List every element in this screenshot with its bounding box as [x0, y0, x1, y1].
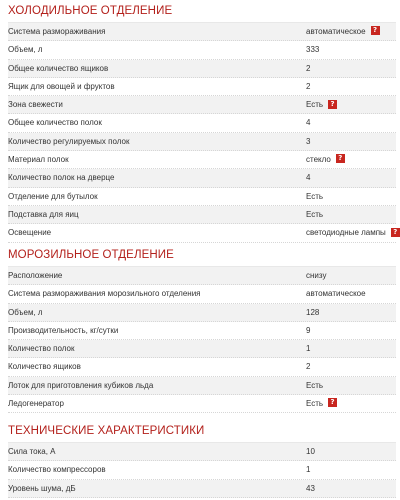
spec-value: 1 — [306, 344, 311, 354]
spec-value: 2 — [306, 81, 311, 91]
spec-value: 2 — [306, 63, 311, 73]
spec-label: Производительность, кг/сутки — [8, 325, 119, 335]
spec-value-text: Есть — [306, 399, 324, 409]
spec-row-freezer-shelves — [8, 340, 396, 358]
spec-value — [306, 151, 345, 168]
spec-value: 3 — [306, 136, 311, 146]
spec-value: автоматическое — [306, 289, 366, 299]
spec-value: 128 — [306, 307, 320, 317]
section-freezer — [0, 246, 400, 416]
spec-label: Сила тока, А — [8, 447, 56, 456]
spec-value-text: стекло — [306, 155, 331, 165]
spec-label: Материал полок — [8, 155, 69, 165]
section-fridge — [0, 2, 400, 242]
spec-row-location — [8, 267, 396, 285]
spec-label: Количество полок на дверце — [8, 173, 115, 183]
spec-value-text: светодиодные лампы — [306, 228, 386, 238]
spec-value: 9 — [306, 325, 311, 335]
spec-row-egg-tray — [8, 206, 396, 224]
spec-value: снизу — [306, 271, 327, 280]
spec-value: 4 — [306, 118, 311, 128]
spec-row-bottle-compartment — [8, 188, 396, 206]
spec-row-freezing-capacity — [8, 322, 396, 340]
spec-value — [306, 23, 380, 40]
spec-row-drawers-total — [8, 60, 396, 78]
spec-row-volume — [8, 41, 396, 59]
spec-label: Подставка для яиц — [8, 209, 79, 219]
spec-label: Ящик для овощей и фруктов — [8, 81, 115, 91]
spec-value: 4 — [306, 173, 311, 183]
spec-row-freezer-defrost — [8, 285, 396, 303]
spec-row-current — [8, 443, 396, 461]
spec-value — [306, 96, 337, 113]
spec-label: Расположение — [8, 271, 63, 280]
spec-row-freezer-drawers — [8, 358, 396, 376]
spec-value: 2 — [306, 362, 311, 372]
spec-value: Есть — [306, 380, 324, 390]
spec-row-freshness-zone — [8, 96, 396, 114]
spec-row-shelves-total — [8, 114, 396, 132]
spec-value-text: автоматическое — [306, 27, 366, 36]
spec-label: Зона свежести — [8, 100, 63, 110]
spec-label: Общее количество ящиков — [8, 63, 109, 73]
question-mark-icon[interactable]: ? — [328, 100, 337, 109]
question-mark-icon[interactable]: ? — [336, 154, 345, 163]
spec-label: Общее количество полок — [8, 118, 102, 128]
spec-label: Ледогенератор — [8, 399, 64, 409]
spec-value: 43 — [306, 483, 315, 493]
section-title-fridge: ХОЛОДИЛЬНОЕ ОТДЕЛЕНИЕ — [8, 5, 173, 17]
spec-value: 10 — [306, 447, 315, 456]
spec-label: Количество компрессоров — [8, 465, 106, 475]
spec-label: Количество регулируемых полок — [8, 136, 130, 146]
spec-label: Уровень шума, дБ — [8, 483, 76, 493]
spec-row-adjustable-shelves — [8, 133, 396, 151]
section-technical — [0, 422, 400, 500]
spec-label: Лоток для приготовления кубиков льда — [8, 380, 154, 390]
spec-row-shelf-material — [8, 151, 396, 169]
spec-row-ice-tray — [8, 377, 396, 395]
spec-row-ice-maker — [8, 395, 396, 413]
spec-value: Есть — [306, 191, 324, 201]
spec-value: 1 — [306, 465, 311, 475]
spec-list-freezer — [0, 267, 400, 413]
spec-row-compressors — [8, 461, 396, 479]
spec-row-defrost-system — [8, 23, 396, 41]
spec-row-freezer-volume — [8, 304, 396, 322]
section-title-technical: ТЕХНИЧЕСКИЕ ХАРАКТЕРИСТИКИ — [8, 425, 205, 437]
spec-label: Количество полок — [8, 344, 75, 354]
spec-row-vegetable-drawer — [8, 78, 396, 96]
spec-list-fridge — [0, 23, 400, 243]
question-mark-icon[interactable]: ? — [391, 228, 400, 237]
spec-value — [306, 224, 400, 241]
spec-label: Система размораживания — [8, 27, 106, 36]
spec-value: Есть — [306, 209, 324, 219]
spec-row-lighting — [8, 224, 396, 242]
spec-row-door-shelves — [8, 169, 396, 187]
spec-label: Объем, л — [8, 45, 43, 55]
spec-row-noise-level — [8, 480, 396, 498]
spec-label: Система размораживания морозильного отделения — [8, 289, 201, 299]
spec-list-technical — [0, 443, 400, 498]
section-title-freezer: МОРОЗИЛЬНОЕ ОТДЕЛЕНИЕ — [8, 249, 174, 261]
spec-value: 333 — [306, 45, 320, 55]
spec-label: Количество ящиков — [8, 362, 81, 372]
spec-label: Освещение — [8, 228, 52, 238]
spec-label: Объем, л — [8, 307, 43, 317]
spec-label: Отделение для бутылок — [8, 191, 98, 201]
question-mark-icon[interactable]: ? — [371, 26, 380, 35]
spec-value — [306, 395, 337, 412]
question-mark-icon[interactable]: ? — [328, 398, 337, 407]
spec-value-text: Есть — [306, 100, 324, 110]
